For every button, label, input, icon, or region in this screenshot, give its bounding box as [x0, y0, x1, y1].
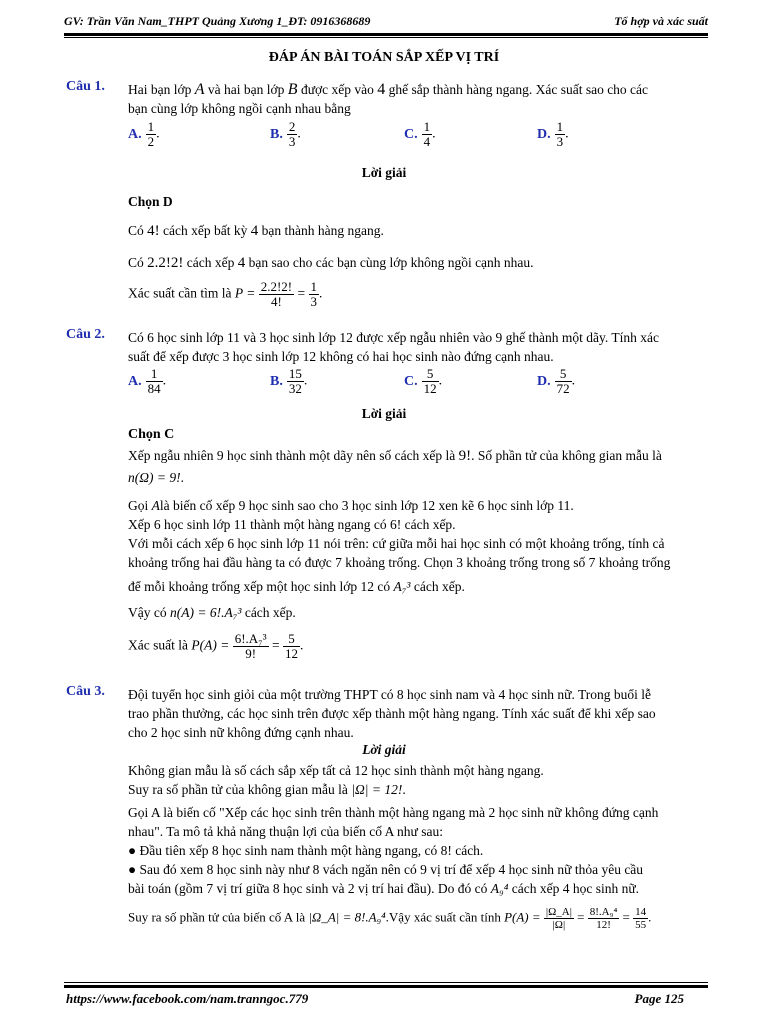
header-teacher-info: GV: Trần Văn Nam_THPT Quảng Xương 1_ĐT: 0916368689: [64, 14, 371, 28]
q1-text: Hai bạn lớp A và hai bạn lớp B được xếp vào 4 ghế sắp thành hàng ngang. Xác suất sao cho các: [128, 81, 649, 98]
q3-step6: ● Sau đó xem 8 học sinh này như 8 vách ngăn nên có 9 vị trí để xếp 4 học sinh nữ thỏa yêu cầu: [128, 862, 644, 877]
header-rule-thin: [64, 37, 708, 38]
header-topic: Tổ hợp và xác suất: [614, 14, 708, 28]
q2-label: Câu 2.: [66, 327, 105, 342]
q2-option-b: B. $\frac{15}{32}$ .: [270, 366, 308, 396]
q2-step4: Xếp 6 học sinh lớp 11 thành một hàng ngang có 6! cách xếp.: [128, 517, 456, 532]
q2-solution-heading: Lời giải: [361, 406, 407, 421]
q1-option-b: B. $\frac{2}{3}$ .: [270, 119, 301, 149]
q3-label: Câu 3.: [66, 684, 105, 699]
q2-step3: Gọi Alà biến cố xếp 9 học sinh sao cho 3 học sinh lớp 12 xen kẽ 6 học sinh lớp 11.: [128, 498, 574, 513]
q1-option-c: C. $\frac{1}{4}$ .: [404, 119, 436, 149]
q3-solution-heading: Lời giải: [362, 742, 406, 757]
q3-step8: Suy ra số phần tử của biến cố A là |Ω_A| = 8!.A₉⁴.Vậy xác suất cần tính P(A) = $\frac{|\Omega\_A|}{|\Omega|}$ = $\frac{\text{8!.A₉⁴}}{12!}$ = $\frac{14}{55}$ .: [128, 906, 652, 931]
q2-option-c: C. $\frac{5}{12}$ .: [404, 366, 443, 396]
q2-step9: Xác suất là P(A) = $\frac{\text{6!.A₇³}}{9!}$ = $\frac{5}{12}$ .: [128, 631, 304, 661]
q2-option-a: A. $\frac{1}{84}$ .: [128, 366, 167, 396]
q2-text-line2: suất để xếp được 3 học sinh lớp 12 không có hai học sinh nào đứng cạnh nhau.: [128, 349, 554, 364]
page-number: Page 125: [634, 991, 684, 1006]
q3-step1: Không gian mẫu là số cách sắp xếp tất cả 12 học sinh thành một hàng ngang.: [128, 763, 544, 778]
q1-step1: Có 4! cách xếp bất kỳ 4 bạn thành hàng ngang.: [128, 223, 384, 239]
q3-text-line3: cho 2 học sinh nữ không đứng cạnh nhau.: [128, 725, 354, 740]
q1-step3: Xác suất cần tìm là P = $\frac{2.2!2!}{4!}$ = $\frac{1}{3}$ .: [128, 279, 323, 309]
q1-option-d: D. $\frac{1}{3}$ .: [537, 119, 569, 149]
footer-rule-thick: [64, 985, 708, 988]
q2-step6: khoảng trống hai đầu hàng ta có được 7 khoảng trống. Chọn 3 khoảng trống trong số 7 khoảng trống: [128, 555, 671, 570]
q1-text-line2: bạn cùng lớp không ngồi cạnh nhau bằng: [128, 101, 351, 116]
q1-solution-heading: Lời giải: [361, 165, 407, 180]
q2-choice: Chọn C: [128, 427, 175, 442]
q1-label: Câu 1.: [66, 79, 105, 94]
footer-facebook-link[interactable]: https://www.facebook.com/nam.tranngoc.779: [66, 991, 309, 1006]
q2-step1: Xếp ngẫu nhiên 9 học sinh thành một dãy nên số cách xếp là 9!. Số phần tử của không gian mẫu là: [128, 448, 662, 464]
q2-step7: để mỗi khoảng trống xếp một học sinh lớp 12 có A₇³ cách xếp.: [128, 579, 465, 594]
q2-text-line1: Có 6 học sinh lớp 11 và 3 học sinh lớp 12 được xếp ngẫu nhiên vào 9 ghế thành một dãy. Tính xác: [128, 330, 660, 345]
q3-step7: bài toán (gồm 7 vị trí giữa 8 học sinh và 2 vị trí hai đầu). Do đó có A₉⁴ cách xếp 4 học sinh nữ.: [128, 881, 640, 896]
q3-text-line2: trao phần thưởng, các học sinh trên được xếp thành một hàng ngang. Tính xác suất để khi xếp sao: [128, 706, 656, 721]
q1-step2: Có 2.2!2! cách xếp 4 bạn sao cho các bạn cùng lớp không ngồi cạnh nhau.: [128, 255, 534, 271]
q2-step2: n(Ω) = 9!.: [128, 470, 184, 485]
q3-step5: ● Đầu tiên xếp 8 học sinh nam thành một hàng ngang, có 8! cách.: [128, 843, 484, 858]
q3-step4: nhau". Ta mô tả khả năng thuận lợi của biến cố A như sau:: [128, 824, 443, 839]
q2-step5: Với mỗi cách xếp 6 học sinh lớp 11 nói trên: cứ giữa mỗi hai học sinh có một khoảng trống, tính cả: [128, 536, 665, 551]
q3-step3: Gọi A là biến cố "Xếp các học sinh trên thành một hàng ngang mà 2 học sinh nữ không đứng cạnh: [128, 805, 659, 820]
page-title: ĐÁP ÁN BÀI TOÁN SẮP XẾP VỊ TRÍ: [268, 50, 500, 65]
footer-rule-thin: [64, 982, 708, 983]
q3-text-line1: Đội tuyển học sinh giỏi của một trường THPT có 8 học sinh nam và 4 học sinh nữ. Trong buổi lễ: [128, 687, 651, 702]
q3-step2: Suy ra số phần tử của không gian mẫu là |Ω| = 12!.: [128, 782, 406, 797]
q2-step8: Vậy có n(A) = 6!.A₇³ cách xếp.: [128, 605, 296, 620]
header-rule-thick: [64, 33, 708, 36]
q1-option-a: A. $\frac{1}{2}$ .: [128, 119, 160, 149]
q2-option-d: D. $\frac{5}{72}$ .: [537, 366, 576, 396]
q1-choice: Chọn D: [128, 194, 173, 209]
